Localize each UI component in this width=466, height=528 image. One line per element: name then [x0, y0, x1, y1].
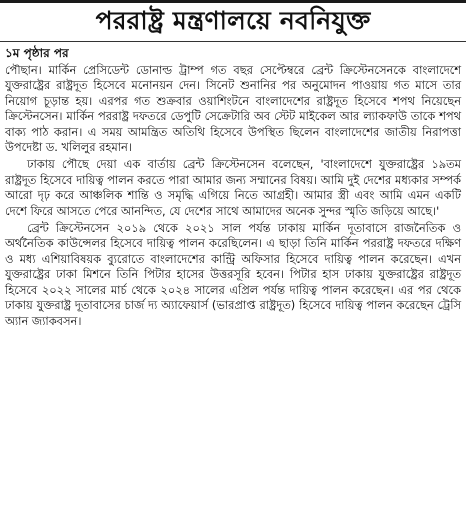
- article-paragraph-1: পৌছান। মার্কিন প্রেসিডেন্ট ডোনাল্ড ট্রাম্প গত বছর সেপ্টেম্বরে ব্রেন্ট ক্রিস্টেনসেনকে বাংলাদেশে যুক্তরাষ্ট্রের রাষ্ট্রদূত হিসেবে মনোনয়ন দেন। সিনেট শুনানির পর অনুমোদন পাওয়ায় গত মাসে তার নিয়োগ চূড়ান্ত হয়। এরপর গত শুক্রবার ওয়াশিংটনে বাংলাদেশের রাষ্ট্রদূত হিসেবে শপথ নিয়েছেন ক্রিস্টেনসেন। মার্কিন পররাষ্ট্র দফতরে ডেপুটি সেক্রেটারি অব স্টেট মাইকেল আর ল্যাকফাউ তাকে শপথ বাক্য পাঠ করান। এ সময় আমন্ত্রিত অতিথি হিসেবে উপস্থিত ছিলেন বাংলাদেশের জাতীয় নিরাপত্তা উপদেষ্টা ড. খলিলুর রহমান।: [5, 63, 461, 155]
- article-body: [5, 45, 461, 331]
- top-rule: [0, 0, 466, 3]
- continuation-label: ১ম পৃষ্ঠার পর: [5, 46, 69, 60]
- article-paragraph-3: ব্রেন্ট ক্রিস্টেনসেন ২০১৯ থেকে ২০২১ সাল পর্যন্ত ঢাকায় মার্কিন দূতাবাসে রাজনৈতিক ও অর্থনৈতিক কাউন্সেলর হিসেবে দায়িত্ব পালন করেছিলেন। এ ছাড়া তিনি মার্কিন পররাষ্ট্র দফতরে দক্ষিণ ও মধ্য এশিয়াবিষয়ক ব্যুরোতে বাংলাদেশের কান্ট্রি অফিসার হিসেবে দায়িত্ব পালন করেছেন। এখন যুক্তরাষ্ট্রের ঢাকা মিশনে তিনি পিটার হাসের উত্তরসূরি হবেন। পিটার হাস ঢাকায় যুক্তরাষ্ট্রের রাষ্ট্রদূত হিসেবে ২০২২ সালের মার্চ থেকে ২০২৪ সালের এপ্রিল পর্যন্ত দায়িত্ব পালন করেছেন। এর পর থেকে ঢাকায় যুক্তরাষ্ট্র দূতাবাসের চার্জ দ্য অ্যাফেয়ার্স (ভারপ্রাপ্ত রাষ্ট্রদূত) হিসেবে দায়িত্ব পালন করেছেন ট্রেসি অ্যান জ্যাকবসন।: [5, 221, 461, 328]
- headline-divider: [0, 41, 466, 42]
- article-paragraph-2: ঢাকায় পৌছে দেয়া এক বার্তায় ব্রেন্ট ক্রিস্টেনসেন বলেছেন, 'বাংলাদেশে যুক্তরাষ্ট্রের ১৯তম রাষ্ট্রদূত হিসেবে দায়িত্ব পালন করতে পারা আমার জন্য সম্মানের বিষয়। আমি দুই দেশের মধ্যকার সম্পর্ক আরো দৃঢ় করে আঞ্চলিক শান্তি ও সমৃদ্ধি এগিয়ে নিতে আগ্রহী। আমার স্ত্রী এবং আমি এমন একটি দেশে ফিরে আসতে পেরে আনন্দিত, যে দেশের সাথে আমাদের অনেক সুন্দর স্মৃতি জড়িয়ে আছে।': [5, 157, 461, 218]
- headline: পররাষ্ট্র মন্ত্রণালয়ে নবনিযুক্ত: [95, 6, 371, 35]
